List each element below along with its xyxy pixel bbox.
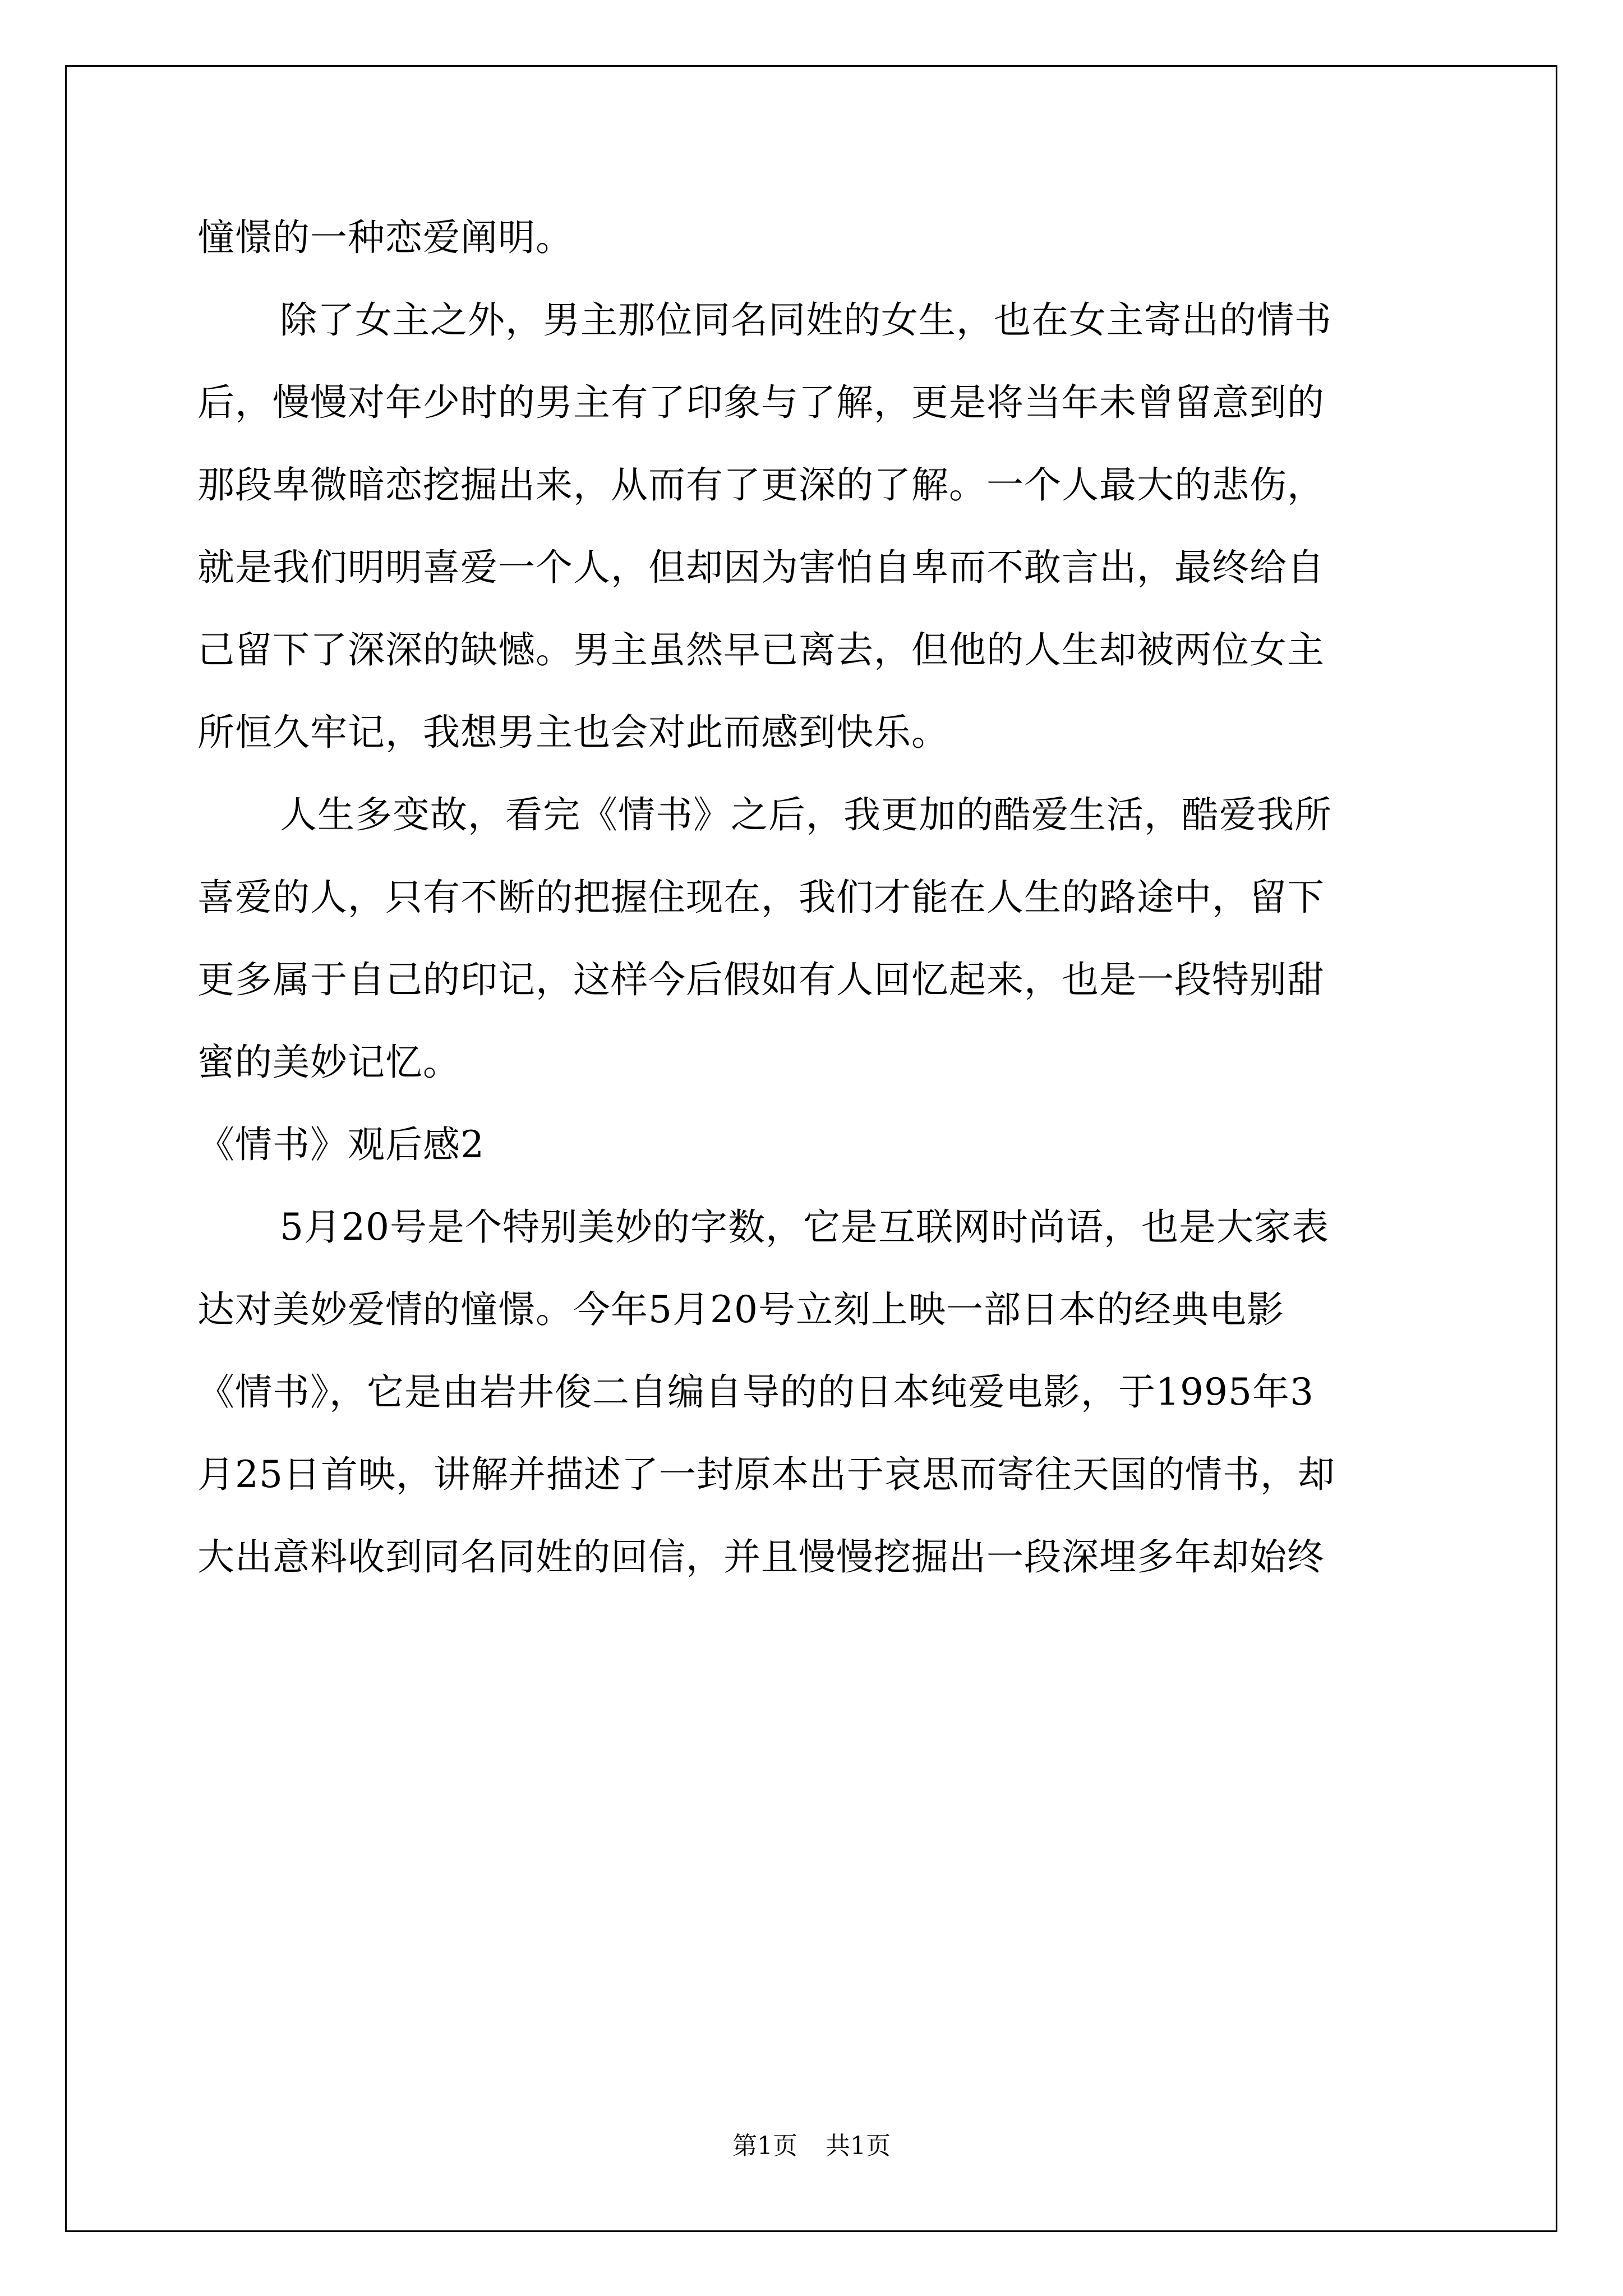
page-total: 共1页 — [826, 2132, 891, 2160]
text-line-11: 蜜的美妙记忆。 — [197, 1041, 460, 1084]
text-line-8: 人生多变故，看完《情书》之后，我更加的酷爱生活，酷爱我所 — [280, 793, 1332, 836]
section-heading: 《情书》观后感2 — [197, 1123, 485, 1166]
text-line-10: 更多属于自己的印记，这样今后假如有人回忆起来，也是一段特别甜 — [197, 958, 1325, 1001]
text-line-16: 月25日首映，讲解并描述了一封原本出于哀思而寄往天国的情书，却 — [197, 1453, 1335, 1496]
text-line-5: 就是我们明明喜爱一个人，但却因为害怕自卑而不敢言出，最终给自 — [197, 546, 1325, 589]
text-line-1: 憧憬的一种恋爱阐明。 — [197, 216, 573, 259]
text-line-3: 后，慢慢对年少时的男主有了印象与了解，更是将当年未曾留意到的 — [197, 381, 1325, 424]
text-line-6: 己留下了深深的缺憾。男主虽然早已离去，但他的人生却被两位女主 — [197, 628, 1325, 671]
page-footer — [0, 2132, 1623, 2161]
text-line-9: 喜爱的人，只有不断的把握住现在，我们才能在人生的路途中，留下 — [197, 876, 1325, 919]
page-number: 第1页 — [732, 2132, 797, 2160]
text-line-4: 那段卑微暗恋挖掘出来，从而有了更深的了解。一个人最大的悲伤， — [197, 463, 1325, 507]
text-line-14: 达对美妙爱情的憧憬。今年5月20号立刻上映一部日本的经典电影 — [197, 1288, 1284, 1331]
text-line-7: 所恒久牢记，我想男主也会对此而感到快乐。 — [197, 711, 949, 754]
text-line-13: 5月20号是个特别美妙的字数，它是互联网时尚语，也是大家表 — [280, 1205, 1329, 1249]
text-line-2: 除了女主之外，男主那位同名同姓的女生，也在女主寄出的情书 — [280, 298, 1332, 342]
text-line-15: 《情书》，它是由岩井俊二自编自导的的日本纯爱电影，于1995年3 — [197, 1370, 1314, 1414]
text-line-17: 大出意料收到同名同姓的回信，并且慢慢挖掘出一段深埋多年却始终 — [197, 1535, 1325, 1579]
